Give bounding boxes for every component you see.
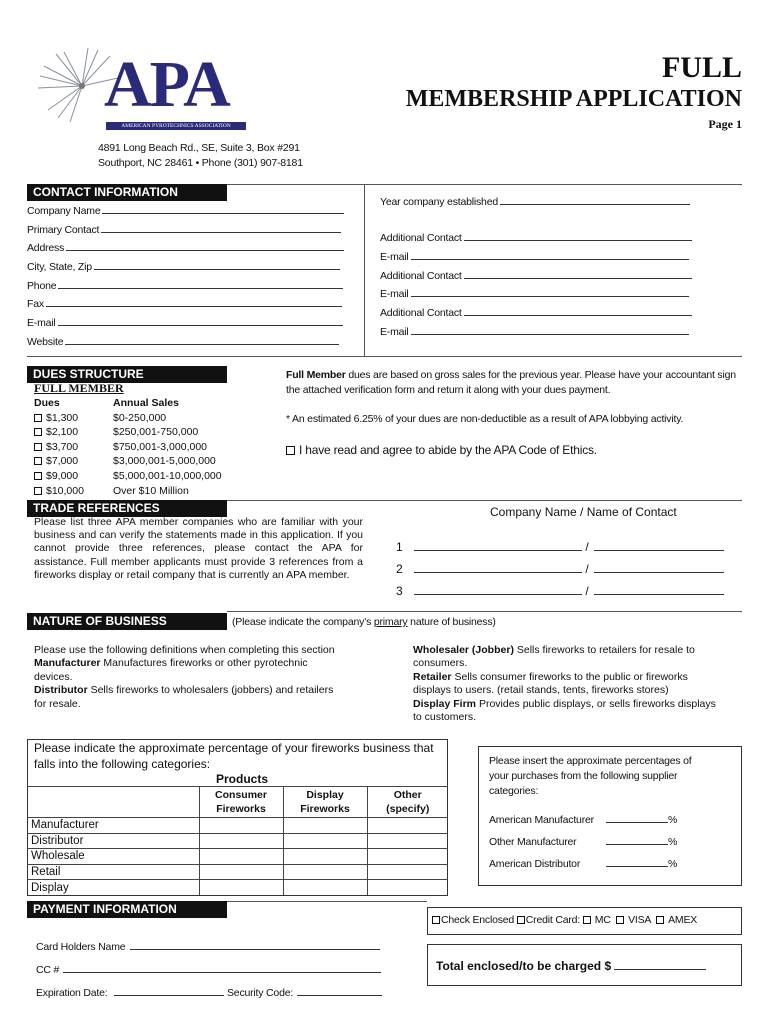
row-label: Manufacturer xyxy=(27,818,199,834)
additional-contact-1-field[interactable] xyxy=(380,232,692,244)
definition-text: Sells fireworks to wholesalers (jobbers) and retailers for resale. xyxy=(34,684,334,710)
definition-term: Manufacturer xyxy=(34,657,101,670)
supplier-label: American Manufacturer xyxy=(489,814,594,826)
dues-checkbox[interactable] xyxy=(34,487,42,495)
percent-cell[interactable] xyxy=(283,833,367,849)
reference-2-field[interactable]: 2 / xyxy=(396,562,724,576)
payment-method-options xyxy=(432,914,697,926)
sales-range: $5,000,001-10,000,000 xyxy=(113,469,222,482)
dues-structure-heading: DUES STRUCTURE xyxy=(27,366,227,383)
mc-label: MC xyxy=(594,914,611,926)
amex-option[interactable] xyxy=(656,914,697,926)
additional-contact-2-field[interactable] xyxy=(380,270,692,282)
col-other-specify: Other (specify) xyxy=(367,787,448,818)
percent-cell[interactable] xyxy=(367,864,448,880)
year-established-field[interactable] xyxy=(380,196,690,208)
definition-term: Wholesaler (Jobber) xyxy=(413,644,514,656)
table-row xyxy=(27,880,448,896)
percent-sign: % xyxy=(668,858,678,870)
supplier-label: Other Manufacturer xyxy=(489,836,577,848)
additional-email-2-field[interactable] xyxy=(380,288,689,300)
table-row xyxy=(27,818,448,834)
contact-top-rule xyxy=(227,184,742,185)
dues-amount: $9,000 xyxy=(46,469,79,482)
row-label: Display xyxy=(27,880,199,896)
email-label: E-mail xyxy=(27,317,56,329)
credit-card-option[interactable] xyxy=(517,914,580,926)
dues-option-row[interactable] xyxy=(34,411,222,426)
dues-footnote: * An estimated 6.25% of your dues are non-deductible as a result of APA lobbying activity. xyxy=(286,413,684,425)
dues-option-row[interactable] xyxy=(34,484,222,499)
trade-top-rule xyxy=(227,500,742,501)
american-manufacturer-field[interactable] xyxy=(489,814,677,826)
ethics-label: I have read and agree to abide by the APA Code of Ethics. xyxy=(299,443,597,457)
additional-contact-1-label: Additional Contact xyxy=(380,232,462,244)
definition-distributor xyxy=(34,684,344,711)
dues-amount: $7,000 xyxy=(46,455,79,468)
reference-3-field[interactable]: 3 / xyxy=(396,584,724,598)
row-label: Distributor xyxy=(27,833,199,849)
visa-label: VISA xyxy=(628,914,651,926)
col-display-fireworks: Display Fireworks xyxy=(283,787,367,818)
dues-checkbox[interactable] xyxy=(34,414,42,422)
dues-column-header: Dues xyxy=(34,397,60,409)
website-label: Website xyxy=(27,336,64,348)
address-label: Address xyxy=(27,242,65,254)
check-enclosed-label: Check Enclosed xyxy=(441,914,515,926)
primary-contact-label: Primary Contact xyxy=(27,224,100,236)
expiration-date-label: Expiration Date: xyxy=(36,987,108,999)
table-row xyxy=(27,833,448,849)
definition-term: Retailer xyxy=(413,670,452,683)
fax-label: Fax xyxy=(27,298,44,310)
expiration-date-field[interactable] xyxy=(36,987,224,999)
cc-number-field[interactable] xyxy=(36,964,381,976)
american-distributor-field[interactable] xyxy=(489,858,677,870)
reference-2-number: 2 xyxy=(396,562,403,576)
reference-column-label: Company Name / Name of Contact xyxy=(490,505,677,519)
credit-card-checkbox[interactable] xyxy=(517,916,525,924)
percent-cell[interactable] xyxy=(367,818,448,834)
reference-1-number: 1 xyxy=(396,540,403,554)
apa-logo xyxy=(34,46,250,132)
trade-references-heading: TRADE REFERENCES xyxy=(27,500,227,517)
amex-checkbox[interactable] xyxy=(656,916,664,924)
dues-checkbox[interactable] xyxy=(34,443,42,451)
additional-email-1-label: E-mail xyxy=(380,251,409,263)
contact-bottom-rule xyxy=(27,356,742,357)
amex-label: AMEX xyxy=(668,914,698,926)
supplier-label: American Distributor xyxy=(489,858,581,870)
definitions-intro: Please use the following definitions when completing this section xyxy=(34,644,335,656)
mc-option[interactable] xyxy=(583,914,611,926)
visa-checkbox[interactable] xyxy=(616,916,624,924)
dues-checkbox[interactable] xyxy=(34,457,42,465)
percent-cell[interactable] xyxy=(199,880,283,896)
website-field[interactable] xyxy=(27,336,339,348)
fax-field[interactable] xyxy=(27,298,342,310)
definition-term: Distributor xyxy=(34,684,88,697)
dues-option-row[interactable] xyxy=(34,425,222,440)
email-field[interactable] xyxy=(27,317,343,329)
definition-text: Sells consumer fireworks to the public or fireworks displays to users. (retail stands, tents, fireworks stores) xyxy=(413,670,688,697)
additional-contact-3-field[interactable] xyxy=(380,307,692,319)
products-header: Products xyxy=(215,772,268,786)
mc-checkbox[interactable] xyxy=(583,916,591,924)
business-percentage-prompt: Please indicate the approximate percentage of your fireworks business that falls into the following categories: xyxy=(34,741,434,771)
col-consumer-fireworks: Consumer Fireworks xyxy=(199,787,283,818)
company-name-field[interactable] xyxy=(27,205,344,217)
logo-text: APA xyxy=(104,48,229,121)
security-code-label: Security Code: xyxy=(227,987,294,999)
percent-cell[interactable] xyxy=(283,880,367,896)
nature-top-rule xyxy=(227,611,742,612)
city-state-zip-label: City, State, Zip xyxy=(27,261,92,273)
cc-number-label: CC # xyxy=(36,964,60,976)
security-code-field[interactable] xyxy=(227,987,382,999)
percent-cell[interactable] xyxy=(367,849,448,865)
primary-contact-field[interactable] xyxy=(27,224,341,236)
total-charged-field[interactable] xyxy=(436,959,706,973)
additional-contact-2-label: Additional Contact xyxy=(380,270,462,282)
check-enclosed-checkbox[interactable] xyxy=(432,916,440,924)
percent-cell[interactable] xyxy=(199,864,283,880)
full-member-subheading: FULL MEMBER xyxy=(34,381,124,395)
definition-manufacturer xyxy=(34,657,344,684)
trade-references-instructions: Please list three APA member companies who are familiar with your business and can verify the statements made in this application. If you cannot provide three references, please contact the APA for assistance. Full member applicants must provide 3 references from a fireworks display or retail company that is currently an APA member. xyxy=(34,516,363,581)
nature-note-post: nature of business) xyxy=(407,616,496,628)
company-name-label: Company Name xyxy=(27,205,101,217)
business-percentage-table xyxy=(27,786,448,895)
visa-option[interactable] xyxy=(616,914,651,926)
card-holder-name-field[interactable] xyxy=(36,941,380,953)
card-holder-label: Card Holders Name xyxy=(36,941,126,953)
dues-table xyxy=(34,396,222,498)
table-row xyxy=(27,849,448,865)
additional-email-2-label: E-mail xyxy=(380,288,409,300)
city-state-zip-field[interactable] xyxy=(27,261,340,273)
total-label: Total enclosed/to be charged $ xyxy=(436,959,612,973)
additional-email-1-field[interactable] xyxy=(380,251,689,263)
address-line-1: 4891 Long Beach Rd., SE, Suite 3, Box #291 xyxy=(98,142,300,154)
row-label: Wholesale xyxy=(27,849,199,865)
logo-subtitle: AMERICAN PYROTECHNICS ASSOCIATION xyxy=(121,123,231,129)
form-title-full: FULL xyxy=(661,51,742,84)
phone-field[interactable] xyxy=(27,280,343,292)
percent-cell[interactable] xyxy=(199,849,283,865)
sales-range: $750,001-3,000,000 xyxy=(113,440,208,453)
contact-divider xyxy=(364,184,365,356)
ethics-checkbox[interactable] xyxy=(286,446,295,455)
payment-information-heading: PAYMENT INFORMATION xyxy=(27,901,227,918)
percent-cell[interactable] xyxy=(199,818,283,834)
code-of-ethics-checkbox-row[interactable] xyxy=(286,443,597,457)
reference-3-number: 3 xyxy=(396,584,403,598)
sales-range: Over $10 Million xyxy=(113,484,189,497)
definition-display-firm xyxy=(413,698,723,725)
sales-range: $250,001-750,000 xyxy=(113,426,199,439)
percent-cell[interactable] xyxy=(283,818,367,834)
dues-amount: $10,000 xyxy=(46,484,84,497)
nature-note-primary: primary xyxy=(373,616,408,628)
table-row xyxy=(27,864,448,880)
definition-text: Provides public displays, or sells fireworks displays to customers. xyxy=(413,697,716,724)
additional-email-3-label: E-mail xyxy=(380,326,409,338)
dues-amount: $2,100 xyxy=(46,426,79,439)
dues-checkbox[interactable] xyxy=(34,428,42,436)
percent-cell[interactable] xyxy=(367,880,448,896)
definition-term: Display Firm xyxy=(413,697,477,710)
dues-note-text: dues are based on gross sales for the previous year. Please have your accountant sign the attached verification form and return it along with your dues payment. xyxy=(286,369,736,396)
page-number: Page 1 xyxy=(708,117,742,131)
reference-1-field[interactable]: 1 / xyxy=(396,540,724,554)
address-field[interactable] xyxy=(27,242,344,254)
definition-text: Sells fireworks to retailers for resale to consumers. xyxy=(413,644,695,670)
dues-amount: $3,700 xyxy=(46,440,79,453)
additional-email-3-field[interactable] xyxy=(380,326,689,338)
percent-cell[interactable] xyxy=(199,833,283,849)
sales-range: $3,000,001-5,000,000 xyxy=(113,455,216,468)
definition-wholesaler xyxy=(413,644,723,671)
percent-cell[interactable] xyxy=(283,849,367,865)
dues-option-row[interactable] xyxy=(34,469,222,484)
dues-checkbox[interactable] xyxy=(34,472,42,480)
dues-option-row[interactable] xyxy=(34,440,222,455)
annual-sales-column-header: Annual Sales xyxy=(113,397,179,409)
contact-information-heading: CONTACT INFORMATION xyxy=(27,184,227,201)
check-enclosed-option[interactable] xyxy=(432,914,514,926)
percent-sign: % xyxy=(668,836,678,848)
supplier-prompt: Please insert the approximate percentages of your purchases from the following supplier categories: xyxy=(489,755,692,797)
nature-note-pre: (Please indicate the company’s xyxy=(232,616,374,628)
other-manufacturer-field[interactable] xyxy=(489,836,677,848)
payment-top-rule xyxy=(227,901,427,902)
definition-text: Manufactures fireworks or other pyrotechnic devices. xyxy=(34,657,308,683)
definitions-left xyxy=(34,644,344,711)
additional-contact-3-label: Additional Contact xyxy=(380,307,462,319)
definitions-right xyxy=(413,644,723,724)
percent-cell[interactable] xyxy=(367,833,448,849)
nature-note xyxy=(232,616,496,628)
year-established-label: Year company established xyxy=(380,196,498,208)
dues-note-bold: Full Member xyxy=(286,369,346,381)
address-line-2: Southport, NC 28461 • Phone (301) 907-8181 xyxy=(98,157,303,169)
percent-sign: % xyxy=(668,814,678,826)
row-label: Retail xyxy=(27,864,199,880)
form-title: MEMBERSHIP APPLICATION xyxy=(405,86,742,112)
dues-amount: $1,300 xyxy=(46,411,79,424)
nature-of-business-heading: NATURE OF BUSINESS xyxy=(27,613,227,630)
dues-note xyxy=(286,368,736,398)
percent-cell[interactable] xyxy=(283,864,367,880)
credit-card-label: Credit Card: xyxy=(525,914,580,926)
dues-option-row[interactable] xyxy=(34,454,222,469)
sales-range: $0-250,000 xyxy=(113,411,167,424)
definition-retailer xyxy=(413,671,723,698)
phone-label: Phone xyxy=(27,280,57,292)
